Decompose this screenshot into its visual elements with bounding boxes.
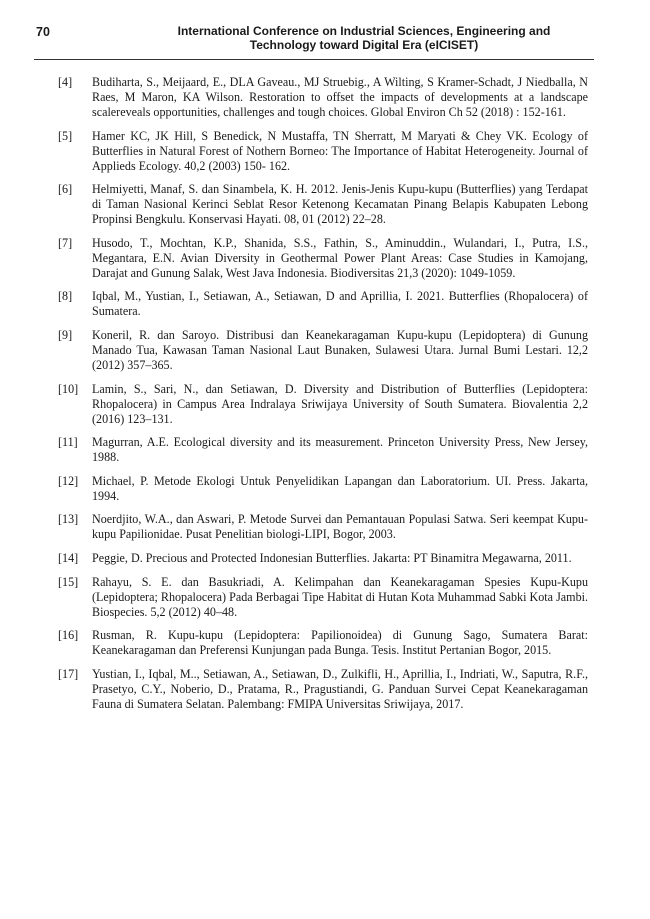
reference-number: [11]	[58, 435, 78, 450]
reference-text: Iqbal, M., Yustian, I., Setiawan, A., Setiawan, D and Aprillia, I. 2021. Butterflies (Rhopalocera) of Sumatera.	[92, 289, 588, 319]
page-header	[34, 25, 594, 60]
reference-item	[58, 435, 588, 465]
reference-item	[58, 382, 588, 427]
reference-item	[58, 551, 588, 566]
reference-text: Noerdjito, W.A., dan Aswari, P. Metode Survei dan Pemantauan Populasi Satwa. Seri keempat Kupu-kupu Papilionidae. Pusat Penelitian biologi-LIPI, Bogor, 2003.	[92, 512, 588, 542]
reference-number: [9]	[58, 327, 73, 342]
reference-number: [16]	[58, 628, 79, 643]
conference-title-line-1: International Conference on Industrial Sciences, Engineering and	[177, 24, 551, 38]
reference-number: [13]	[58, 512, 79, 527]
reference-text: Husodo, T., Mochtan, K.P., Shanida, S.S., Fathin, S., Aminuddin., Wulandari, I., Putra, I.S., Megantara, E.N. Avian Diversity in Geothermal Power Plant Areas: Case Studies in Kamojang, Darajat and Gunung Salak, West Java Indonesia. Biodiversitas 21,3 (2020): 1049-1059.	[92, 235, 588, 280]
reference-item	[58, 289, 588, 319]
reference-number: [8]	[58, 289, 73, 304]
reference-item	[58, 75, 588, 120]
reference-item	[58, 628, 588, 658]
reference-number: [15]	[58, 574, 79, 589]
reference-number: [12]	[58, 473, 79, 488]
reference-item	[58, 512, 588, 542]
reference-number: [5]	[58, 128, 73, 143]
reference-number: [10]	[58, 381, 79, 396]
reference-number: [6]	[58, 182, 73, 197]
reference-item	[58, 182, 588, 227]
conference-title	[134, 25, 594, 52]
reference-text: Budiharta, S., Meijaard, E., DLA Gaveau., MJ Struebig., A Wilting, S Kramer-Schadt, J Niedballa, N Raes, M Maron, KA Wilson. Restoration to offset the impacts of developments at a landscape scalereveals opportunities, challenges and tough choices. Global Environ Ch 52 (2018) : 152-161.	[92, 75, 588, 119]
reference-text: Michael, P. Metode Ekologi Untuk Penyelidikan Lapangan dan Laboratorium. UI. Press. Jakarta, 1994.	[92, 473, 588, 503]
reference-number: [17]	[58, 666, 79, 681]
reference-number: [14]	[58, 550, 79, 565]
reference-item	[58, 575, 588, 620]
reference-item	[58, 236, 588, 281]
reference-text: Helmiyetti, Manaf, S. dan Sinambela, K. H. 2012. Jenis-Jenis Kupu-kupu (Butterflies) yang Terdapat di Taman Nasional Kerinci Seblat Resor Ketenong Kecamatan Pinang Belapis Kabupaten Lebong Propinsi Bengkulu. Konservasi Hayati. 08, 01 (2012) 22–28.	[92, 182, 588, 227]
reference-number: [4]	[58, 75, 73, 89]
reference-text: Hamer KC, JK Hill, S Benedick, N Mustaffa, TN Sherratt, M Maryati & Chey VK. Ecology of Butterflies in Natural Forest of Nothern Borneo: The Importance of Habitat Heterogeneity. Journal of Applieds Ecology. 40,2 (2003) 150- 162.	[92, 128, 588, 173]
reference-number: [7]	[58, 235, 73, 250]
reference-text: Yustian, I., Iqbal, M.., Setiawan, A., Setiawan, D., Zulkifli, H., Aprillia, I., Indriati, W., Saputra, R.F., Prasetyo, C.Y., Noberio, D., Pratama, R., Pragustiandi, G. Panduan Survei Cepat Keanekaragaman Fauna di Sumatera Selatan. Palembang: FMIPA Universitas Sriwijaya, 2017.	[92, 666, 588, 711]
reference-text: Rahayu, S. E. dan Basukriadi, A. Kelimpahan dan Keanekaragaman Spesies Kupu-Kupu (Lepidoptera; Rhopalocera) Pada Berbagai Tipe Habitat di Hutan Kota Muhammad Sabki Kota Jambi. Biospecies. 5,2 (2012) 40–48.	[92, 574, 588, 619]
reference-item	[58, 667, 588, 712]
reference-text: Lamin, S., Sari, N., dan Setiawan, D. Diversity and Distribution of Butterflies (Lepidoptera: Rhopalocera) in Campus Area Indralaya Sriwijaya University of South Sumatera. Biovalentia 2,2 (2016) 123–131.	[92, 381, 588, 426]
reference-item	[58, 129, 588, 174]
reference-text: Peggie, D. Precious and Protected Indonesian Butterflies. Jakarta: PT Binamitra Megawarna, 2011.	[92, 550, 572, 565]
reference-text: Koneril, R. dan Saroyo. Distribusi dan Keanekaragaman Kupu-kupu (Lepidoptera) di Gunung Manado Tua, Kawasan Taman Nasional Laut Bunaken, Sulawesi Utara. Jurnal Bumi Lestari. 12,2 (2012) 357–365.	[92, 327, 588, 372]
page-number: 70	[36, 25, 50, 39]
reference-item	[58, 328, 588, 373]
reference-item	[58, 474, 588, 504]
reference-list	[58, 75, 588, 720]
reference-text: Magurran, A.E. Ecological diversity and its measurement. Princeton University Press, New Jersey, 1988.	[92, 435, 588, 465]
reference-text: Rusman, R. Kupu-kupu (Lepidoptera: Papilionoidea) di Gunung Sago, Sumatera Barat: Keanekaragaman dan Preferensi Kunjungan pada Bunga. Tesis. Institut Pertanian Bogor, 2015.	[92, 628, 588, 658]
conference-title-line-2: Technology toward Digital Era (eICISET)	[249, 37, 479, 52]
